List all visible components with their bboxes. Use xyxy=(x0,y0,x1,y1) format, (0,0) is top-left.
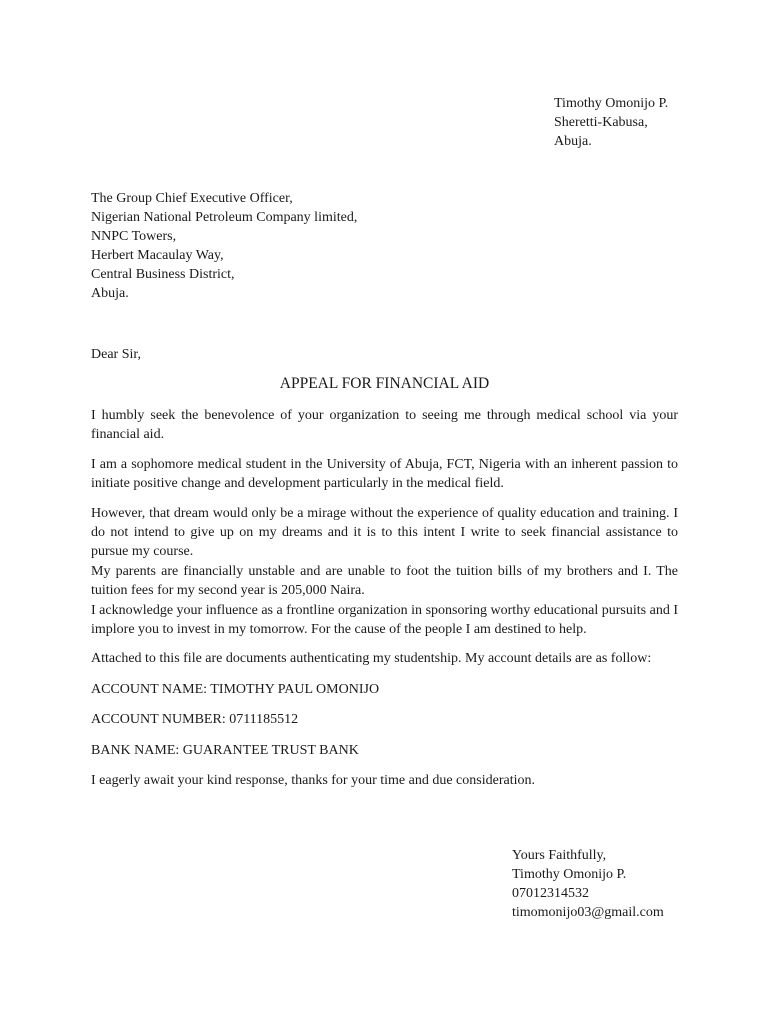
recipient-address xyxy=(91,189,357,303)
body-paragraph: Attached to this file are documents authenticating my studentship. My account details are as follow: xyxy=(91,651,652,667)
salutation: Dear Sir, xyxy=(91,347,141,362)
recipient-line: Central Business District, xyxy=(91,267,235,282)
body-paragraph: I humbly seek the benevolence of your organization to seeing me through medical school via your financial aid. xyxy=(91,408,678,443)
bank-name: BANK NAME: GUARANTEE TRUST BANK xyxy=(91,742,359,758)
account-number: ACCOUNT NUMBER: 0711185512 xyxy=(91,712,299,728)
closing-phone: 07012314532 xyxy=(512,886,589,901)
recipient-line: Herbert Macaulay Way, xyxy=(91,248,224,263)
recipient-line: Abuja. xyxy=(91,286,129,301)
body-paragraph: However, that dream would only be a mirage without the experience of quality education and training. I do not intend to give up on my dreams and it is to this intent I write to seek financial assistance to pursue my course. xyxy=(91,505,678,560)
account-name: ACCOUNT NAME: TIMOTHY PAUL OMONIJO xyxy=(91,681,380,697)
sender-area: Sheretti-Kabusa, xyxy=(554,115,648,130)
recipient-line: The Group Chief Executive Officer, xyxy=(91,191,293,206)
body-paragraph: I am a sophomore medical student in the University of Abuja, FCT, Nigeria with an inherent passion to initiate positive change and development particularly in the medical field. xyxy=(91,456,678,492)
valediction: Yours Faithfully, xyxy=(512,848,607,863)
closing-name: Timothy Omonijo P. xyxy=(512,867,627,882)
closing-email: timomonijo03@gmail.com xyxy=(512,905,664,920)
letter-body xyxy=(91,406,678,791)
body-paragraph: I acknowledge your influence as a frontline organization in sponsoring worthy educational pursuits and I implore you to invest in my tomorrow. For the cause of the people I am destined to help. xyxy=(91,602,678,638)
recipient-line: NNPC Towers, xyxy=(91,229,177,244)
sender-address xyxy=(554,94,668,151)
body-paragraph: My parents are financially unstable and are unable to foot the tuition bills of my brothers and I. The tuition fees for my second year is 205,000 Naira. xyxy=(91,563,678,599)
sender-name: Timothy Omonijo P. xyxy=(554,96,669,111)
body-paragraph: I eagerly await your kind response, thanks for your time and due consideration. xyxy=(91,773,535,789)
letter-subject: APPEAL FOR FINANCIAL AID xyxy=(279,375,490,392)
sender-city: Abuja. xyxy=(554,134,592,149)
recipient-line: Nigerian National Petroleum Company limited, xyxy=(91,210,358,225)
closing-signature xyxy=(512,846,664,922)
